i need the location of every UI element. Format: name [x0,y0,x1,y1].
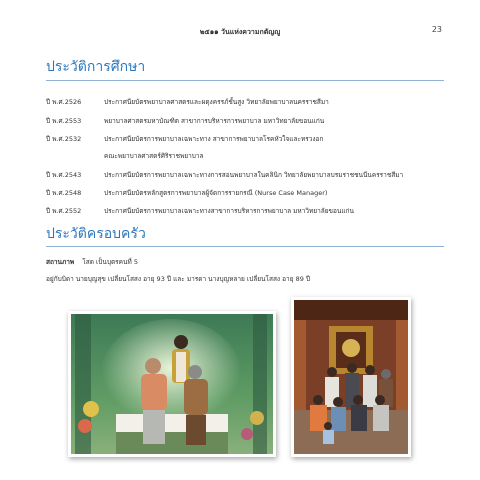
family-status-line [46,257,138,267]
section-divider [46,246,444,247]
education-year: ปี พ.ศ.2552 [46,207,82,215]
education-year: ปี พ.ศ.2532 [46,135,82,143]
family-photo-temple [291,297,411,457]
family-photo-garden [68,311,276,457]
page-number: 23 [431,25,442,34]
status-label: สถานภาพ [46,258,75,266]
education-section-title: ประวัติการศึกษา [46,59,146,75]
education-description: ประกาศนียบัตรพยาบาลศาสตรและผดุงครรภ์ชั้นสูง วิทยาลัยพยาบาลนครราชสีมา [104,98,329,106]
education-year: ปี พ.ศ.2553 [46,117,82,125]
education-description: คณะพยาบาลศาสตร์ศิริราชพยาบาล [104,152,204,160]
education-description: พยาบาลศาสตรมหาบัณฑิต สาขาการบริหารการพยาบาล มหาวิทยาลัยขอนแก่น [104,117,325,125]
family-section-title: ประวัติครอบครัว [46,226,146,242]
page-header-title: ๒๕๑๑ วันแห่งความกตัญญู [199,28,281,36]
education-description: ประกาศนียบัตรการพยาบาลเฉพาะทาง สาขาการพยาบาลโรคหัวใจและทรวงอก [104,135,324,143]
education-year: ปี พ.ศ.2543 [46,171,82,179]
section-divider [46,80,444,81]
education-year: ปี พ.ศ.2526 [46,98,82,106]
family-parents-line: อยู่กับบิดา นายบุญสุข เปลี่ยนโสสง อายุ 93 ปี และ มารดา นางบุญหลาย เปลี่ยนโสสง อายุ 89 ปี [46,275,311,283]
education-year: ปี พ.ศ.2548 [46,189,82,197]
education-description: ประกาศนียบัตรการพยาบาลเฉพาะทางการสอนพยาบาลในคลินิก วิทยาลัยพยาบาลบรมราชชนนีนครราชสีมา [104,171,404,179]
status-value: โสด เป็นบุตรคนที่ 5 [82,258,138,266]
education-description: ประกาศนียบัตรการพยาบาลเฉพาะทางสาขาการบริหารการพยาบาล มหาวิทยาลัยขอนแก่น [104,207,354,215]
education-description: ประกาศนียบัตรหลักสูตรการพยาบาลผู้จัดการรายกรณี (Nurse Case Manager) [104,189,328,197]
